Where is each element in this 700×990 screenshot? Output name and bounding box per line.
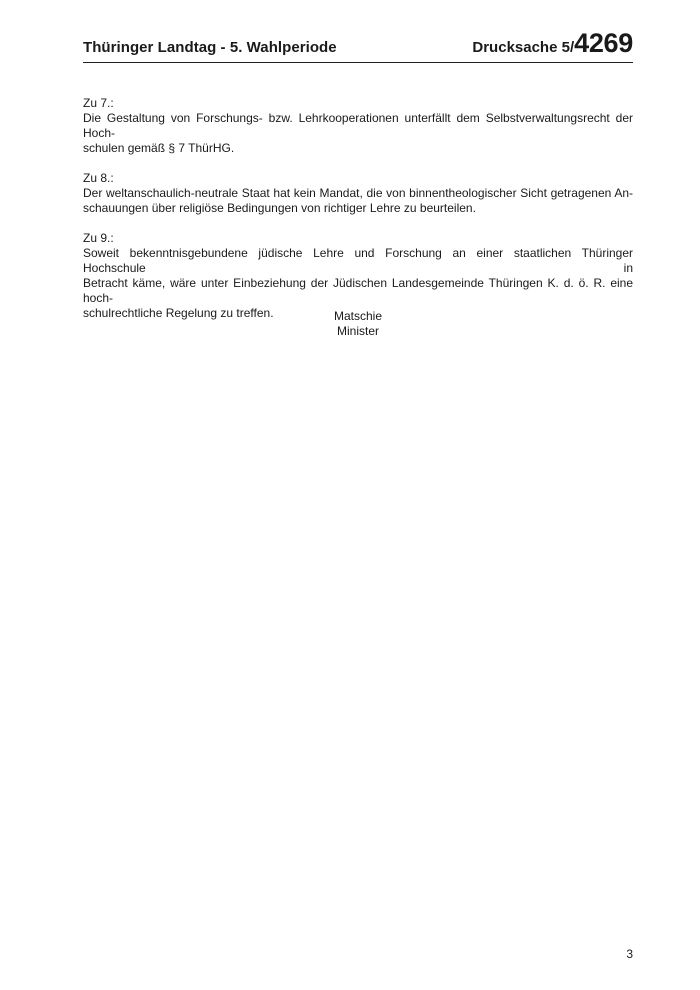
- document-reference-number: 4269: [574, 28, 633, 58]
- answer-section-8: [83, 171, 633, 216]
- answer-section-7: [83, 96, 633, 156]
- page-header: [83, 28, 633, 63]
- signature-role: Minister: [336, 324, 379, 338]
- document-body: [83, 96, 633, 336]
- text-line: Der weltanschaulich-neutrale Staat hat kein Mandat, die von binnentheologischer Sicht getragenen An-: [83, 186, 633, 200]
- section-heading: Zu 8.:: [83, 171, 114, 185]
- text-line: Die Gestaltung von Forschungs- bzw. Lehrkooperationen unterfällt dem Selbstverwaltungsrecht der Hoch-: [83, 111, 633, 140]
- text-line: Soweit bekenntnisgebundene jüdische Lehre und Forschung an einer staatlichen Thüringer Hochschule in: [83, 246, 633, 275]
- section-heading: Zu 9.:: [83, 231, 114, 245]
- section-text: [83, 111, 633, 156]
- signature-name: Matschie: [333, 309, 383, 323]
- header-title: Thüringer Landtag - 5. Wahlperiode: [83, 39, 337, 56]
- signature-block: [83, 309, 633, 339]
- text-line: Betracht käme, wäre unter Einbeziehung der Jüdischen Landesgemeinde Thüringen K. d. ö. R. eine hoch-: [83, 276, 633, 305]
- section-heading: Zu 7.:: [83, 96, 114, 110]
- text-line: schulen gemäß § 7 ThürHG.: [83, 141, 235, 155]
- document-reference-prefix: Drucksache 5/: [472, 39, 575, 56]
- text-line: schulrechtliche Regelung zu treffen.: [83, 306, 274, 320]
- answer-section-9: [83, 231, 633, 321]
- section-text: [83, 186, 633, 216]
- text-line: schauungen über religiöse Bedingungen von richtiger Lehre zu beurteilen.: [83, 201, 476, 215]
- document-reference: [472, 28, 633, 59]
- page-number: 3: [626, 947, 633, 961]
